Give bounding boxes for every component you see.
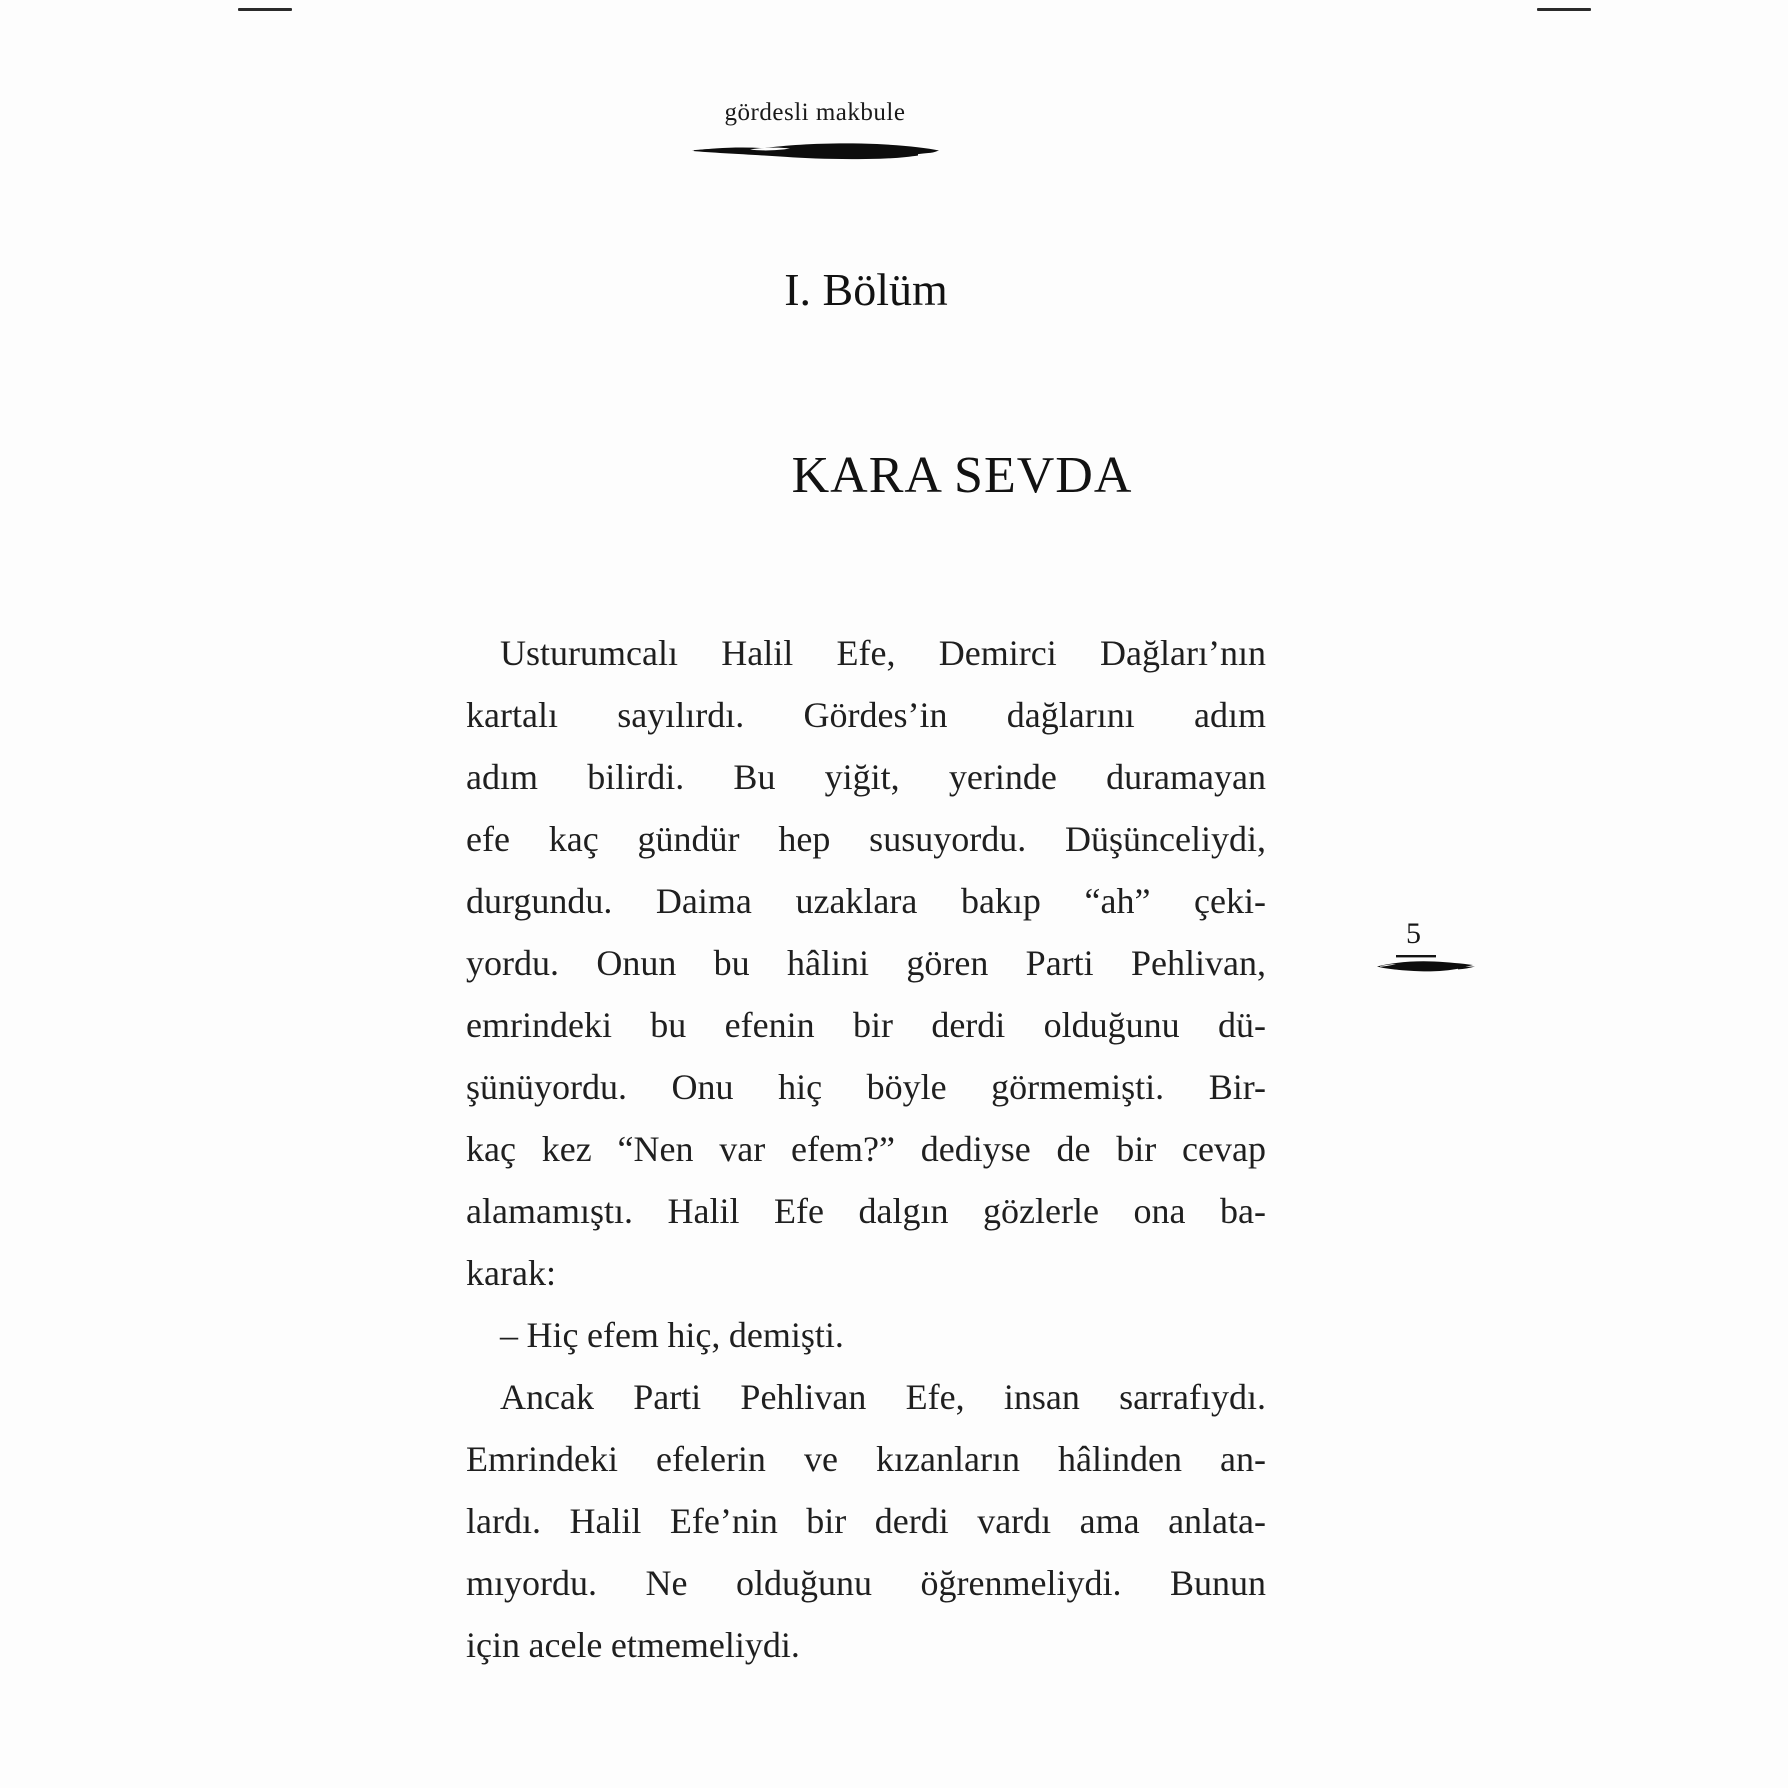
text-line: efe kaç gündür hep susuyordu. Düşünceliydi, [466, 819, 1266, 859]
text-line: Ancak Parti Pehlivan Efe, insan sarrafıydı. [500, 1377, 1266, 1417]
text-line: şünüyordu. Onu hiç böyle görmemişti. Bir- [466, 1067, 1266, 1107]
text-line: karak: [466, 1253, 556, 1293]
page-number-flourish-icon [1372, 952, 1477, 978]
text-line: adım bilirdi. Bu yiğit, yerinde duramayan [466, 757, 1266, 797]
header-flourish-icon [692, 139, 939, 161]
fold-mark-right-icon [1537, 8, 1591, 11]
chapter-label: I. Bölüm [784, 264, 948, 315]
body-text [466, 622, 1266, 1676]
text-line: Emrindeki efelerin ve kızanların hâlinden an- [466, 1439, 1266, 1479]
text-line: yordu. Onun bu hâlini gören Parti Pehlivan, [466, 943, 1266, 983]
text-line: mıyordu. Ne olduğunu öğrenmeliydi. Bunun [466, 1563, 1266, 1603]
text-line: – Hiç efem hiç, demişti. [500, 1315, 844, 1355]
running-header-title: gördesli makbule [724, 99, 906, 126]
running-header [690, 96, 940, 161]
text-line: Usturumcalı Halil Efe, Demirci Dağları’nın [500, 633, 1266, 673]
text-line: kaç kez “Nen var efem?” dediyse de bir cevap [466, 1129, 1266, 1169]
text-line: için acele etmemeliydi. [466, 1625, 800, 1665]
text-line: emrindeki bu efenin bir derdi olduğunu dü- [466, 1005, 1266, 1045]
page-number: 5 [1406, 917, 1421, 950]
chapter-title: KARA SEVDA [791, 447, 1133, 504]
page-number-block [1372, 916, 1478, 978]
text-line: durgundu. Daima uzaklara bakıp “ah” çeki- [466, 881, 1266, 921]
text-line: lardı. Halil Efe’nin bir derdi vardı ama anlata- [466, 1501, 1266, 1541]
text-line: kartalı sayılırdı. Gördes’in dağlarını adım [466, 695, 1266, 735]
text-line: alamamıştı. Halil Efe dalgın gözlerle ona ba- [466, 1191, 1266, 1231]
fold-mark-left-icon [238, 8, 292, 11]
